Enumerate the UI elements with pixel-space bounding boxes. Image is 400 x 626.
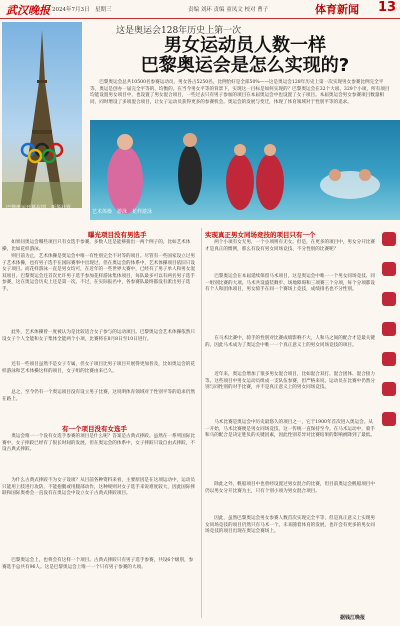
right-photo-caption: 艺术体操 游泳 花样游泳: [92, 209, 153, 215]
gymnast-icon: [382, 292, 396, 306]
cyclist-icon: [382, 412, 396, 426]
athletes-illustration: [90, 120, 400, 220]
headline-line-1: 男女运动员人数一样: [164, 35, 326, 56]
section-name: 体育新闻: [315, 3, 359, 16]
newspaper-logo: 武汉晚报: [6, 4, 50, 17]
runner-icon: [382, 262, 396, 276]
body-paragraph: 除此之外，帆船项目中也曾经设置过男女混合的比赛，但目前奥运会帆船项目中仍以男女分开比赛为主，只有个别小项为男女混合项目。: [205, 482, 375, 494]
kicker-line: 这是奥运会128年历史上第一次: [116, 26, 242, 36]
issue-date: 2024年7月3日 星期三: [52, 7, 112, 13]
wrestler-icon: [382, 352, 396, 366]
page-number: 13: [378, 0, 397, 15]
body-paragraph: 近年来，奥运会增加了很多男女混合项目，比如混合双打、混合团体、混合接力等。这些项目中男女运动员组成一支队伍参赛，但严格来说，运动员在比赛中仍然分别与同性别的对手比赛，并不是真正意义上的男女同场竞技。: [205, 372, 375, 391]
body-paragraph: 巴黎奥运会上，也将会有这样一个项目。古典式摔跤只有男子选手参赛，共设6个级别，参赛选手总共有96人。这是巴黎奥运会上唯一一个只有男子参赛的大项。: [2, 558, 194, 570]
section-heading: 实现真正男女同场竞技的项目只有一个: [205, 231, 316, 239]
source-credit: 据钱江晚报: [340, 615, 366, 621]
body-paragraph: 还有一些项目虽然不是女子专属，但女子项目比男子项目开展得更加普及，比如奥运会的花样游泳和艺术体操这样的项目，女子组的比赛由来已久。: [2, 362, 195, 374]
section-heading: 曝光项目没有男选手: [88, 231, 147, 239]
body-paragraph: 此外，艺术体操曾一度被认为是比较适合女子参与的运动项目。巴黎奥运会艺术体操依然只设女子个人全能和女子集体全能两个小项，比赛将在8月8日至10日进行。: [2, 330, 195, 342]
body-paragraph: 因此，虽然巴黎奥运会男女参赛人数首次实现完全平等，但是真正意义上实现男女同场竞技的项目仍然只有马术一个。未来随着体育的发展，也许会有更多的男女同场竞技的项目出现在奥运会赛场上。: [205, 516, 375, 535]
eiffel-tower-illustration: [2, 22, 82, 208]
athletes-photo: [90, 120, 400, 220]
headline-line-2: 巴黎奥运会是怎么实现的?: [140, 55, 350, 76]
equestrian-icon: [382, 382, 396, 396]
body-paragraph: 两个小项有女无男，一个小项则有无女。但是，在更多的项目中，男女分开比赛才是真正的惯例，那么有没有男女同场竞技、不分性别的比赛呢？: [205, 240, 375, 252]
body-paragraph: 总之，至今仍有一个奥运项目没有设立男子比赛，这说明体育领域对于性别平等的追求仍然在路上。: [2, 390, 195, 402]
body-paragraph: 奥运会唯一一个没有女选手参赛的项目是什么呢？答案是古典式摔跤。虽然在一系列国际比赛中，女子摔跤已经有了很长时间的发展，但在奥运会的体系中，女子摔跤只设自由式摔跤，不设古典式摔跤。: [2, 434, 195, 453]
left-photo-caption: 巴黎奥运开幕在即。新华社发: [6, 205, 72, 211]
section-heading: 有一个项目没有女选手: [62, 425, 127, 433]
eiffel-tower-photo: [2, 22, 82, 208]
body-paragraph: 在马术比赛中，骑手的性别对比赛成绩影响不大，人和马之间的配合才是最关键的。因此马术成为了奥运会中唯一一个真正意义上的男女同场竞技的项目。: [205, 336, 375, 348]
body-paragraph: 如果问奥运会哪些项目只有女选手参赛，多数人还是能够猜出一两个例子的。比如艺术体操，比如花样游泳。: [2, 240, 191, 252]
body-paragraph: 为什么古典式摔跤不为女子设项？从目前各种资料来看，主要原因是在这项运动中，运动员只能用上肢进行攻防，不能抱腿或用腿部动作，这种规则对女子选手来说难度较大，因此国际摔联和国际奥委会一直没有在奥运会中设立女子古典式摔跤项目。: [2, 478, 195, 497]
masthead: [0, 0, 400, 19]
lead-paragraph: 巴黎奥运会总共10500名参赛运动员，男女各占5250名，比例恰好是全部50%——这是奥运会128年历史上第一次实现男女参赛比例完全平等。奥运是创办一届完全平等的、均衡的。在当今男女平等的背景下，实现这一目标是如何实现的？巴黎奥运会在32个大项、329个小项，所有项目均能设置男女项目中，也设置了男女混合项目，一些过去只有男子参加的项目在本届奥运会中也设置了女子项目。本届奥运会男女参赛项目数量相同，同时增设了多项混合项目，让女子运动员获得更多的参赛机会。奥运会的发展与变迁，体现了体育领域对于性别平等的追求。: [90, 80, 390, 105]
body-paragraph: 巴黎奥运会在本届延续保留马术项目，这是奥运会中唯一一个男女同场竞技、同一组别比赛的大项。马术共设盛装舞步、场地障碍和三项赛三个分项，每个分项都设有个人和团体项目，男女骑手在同一个赛场上竞技，成绩排名也不分性别。: [205, 274, 375, 293]
swimmer-icon: [382, 232, 396, 246]
headline: [100, 36, 390, 76]
body-paragraph: 马术比赛是奥运会中历史最悠久的项目之一，它于1900年首次进入奥运会。从一开始，马术比赛便是男女同场竞技，这一传统一直保持至今。在马术运动中，骑手和马的配合是决定胜负的关键因素，因此性别差异对比赛结果的影响被降到了最低。: [205, 420, 375, 439]
fencer-icon: [382, 322, 396, 336]
column-divider: [201, 228, 202, 618]
editor-credits: 责编 刘环 责编 童凤文 校对 曹子: [188, 7, 269, 13]
body-paragraph: 则目前为止，艺术体操是奥运会中唯一有性别完全不对等的项目。尽管有一些国家设立过男子艺术体操，也有男子选手在国际赛事中出现过，但在奥运会的体系中，艺术体操项目依旧只设女子项目。而花样游泳一直是男女均可，在近年的一些世界大赛中，已经有了男子单人和男女混双项目。巴黎奥运会还首次允许男子选手参加花样游泳集体项目，每队最多可以有两名男子选手参赛，这在奥运会历史上还是第一次。不过，在实际报名中，各参赛队最终都没有派出男子选手。: [2, 254, 195, 292]
